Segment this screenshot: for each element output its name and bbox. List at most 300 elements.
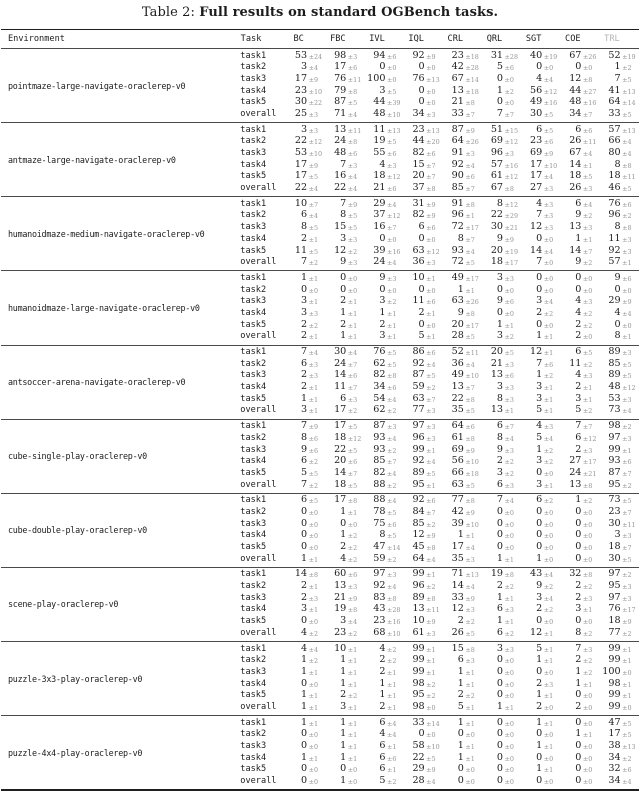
- score-stderr: ±0: [504, 75, 514, 84]
- score-stderr: ±0: [582, 532, 593, 541]
- score-value: 1: [496, 591, 504, 603]
- score-cell: [286, 456, 325, 466]
- score-cell: [325, 702, 364, 712]
- score-value: 87: [373, 420, 386, 432]
- score-stderr: ±4: [426, 360, 436, 369]
- score-stderr: ±2: [465, 618, 475, 627]
- score-cell: [443, 679, 482, 689]
- score-cell: [521, 729, 560, 739]
- score-value: 3: [575, 603, 582, 615]
- score-cell: [404, 655, 443, 665]
- score-cell: [286, 776, 325, 786]
- score-stderr: ±1: [426, 668, 436, 677]
- score-stderr: ±5: [622, 185, 632, 194]
- score-value: 82: [412, 147, 425, 158]
- score-cell: [365, 690, 404, 700]
- score-cell: [443, 359, 482, 369]
- table-row: [240, 382, 639, 394]
- score-stderr: ±2: [543, 458, 554, 467]
- score-stderr: ±3: [347, 235, 358, 244]
- score-stderr: ±0: [426, 99, 436, 108]
- environment-label: cube-double-play-oraclerep-v0: [8, 525, 147, 536]
- score-value: 66: [608, 135, 621, 147]
- score-cell: [404, 125, 443, 135]
- score-cell: [443, 421, 482, 431]
- score-cell: [443, 655, 482, 665]
- score-value: 13: [490, 369, 504, 381]
- score-stderr: ±0: [582, 274, 593, 283]
- score-value: 86: [412, 346, 425, 357]
- score-stderr: ±0: [543, 520, 554, 529]
- score-value: 5: [536, 404, 543, 416]
- score-stderr: ±0: [582, 618, 593, 627]
- score-value: 2: [575, 700, 582, 712]
- score-stderr: ±3: [504, 360, 514, 369]
- score-value: 3: [379, 84, 386, 96]
- score-value: 3: [536, 478, 543, 490]
- score-value: 15: [334, 221, 347, 233]
- score-stderr: ±7: [465, 185, 475, 194]
- score-cell: [443, 331, 482, 341]
- score-value: 49: [451, 271, 464, 283]
- score-cell: [325, 776, 364, 786]
- score-cell: [365, 507, 404, 517]
- score-stderr: ±11: [465, 349, 479, 357]
- score-cell: [286, 616, 325, 626]
- score-stderr: ±0: [582, 743, 593, 751]
- score-cell: [561, 616, 600, 626]
- score-value: 1: [536, 330, 543, 342]
- score-value: 2: [379, 318, 386, 330]
- score-stderr: ±3: [543, 185, 554, 194]
- score-cell: [325, 273, 364, 283]
- score-cell: [521, 581, 560, 591]
- score-value: 34: [412, 107, 425, 119]
- score-value: 1: [575, 232, 582, 244]
- score-stderr: ±7: [347, 360, 358, 369]
- score-value: 1: [536, 763, 543, 775]
- score-cell: [600, 382, 639, 392]
- score-stderr: ±3: [622, 247, 632, 256]
- score-value: 85: [608, 357, 621, 369]
- score-cell: [443, 405, 482, 415]
- score-value: 7: [340, 158, 347, 170]
- score-stderr: ±2: [426, 692, 436, 701]
- table-row: [240, 480, 639, 492]
- score-value: 0: [536, 728, 543, 740]
- group-rows: [240, 347, 639, 417]
- score-stderr: ±12: [504, 200, 519, 209]
- score-stderr: ±8: [308, 571, 319, 580]
- score-value: 12: [451, 603, 464, 615]
- score-cell: [365, 445, 404, 455]
- table-row: [240, 507, 639, 519]
- score-stderr: ±3: [504, 395, 514, 404]
- header-method-qrl: QRL: [486, 34, 503, 44]
- table-body: [1, 49, 639, 789]
- score-stderr: ±1: [308, 333, 319, 342]
- score-cell: [482, 125, 521, 135]
- score-value: 17: [451, 541, 464, 552]
- score-cell: [561, 62, 600, 72]
- score-value: 99: [608, 689, 621, 701]
- score-stderr: ±7: [308, 200, 319, 209]
- score-cell: [561, 97, 600, 107]
- score-stderr: ±6: [426, 349, 436, 357]
- score-value: 0: [379, 61, 386, 73]
- score-value: 52: [451, 346, 464, 357]
- score-stderr: ±5: [347, 224, 358, 233]
- score-value: 4: [614, 306, 621, 318]
- score-stderr: ±4: [426, 778, 436, 787]
- score-cell: [365, 370, 404, 380]
- score-value: 21: [490, 357, 504, 369]
- score-value: 97: [608, 431, 621, 443]
- score-value: 2: [496, 455, 504, 467]
- task-label: task3: [240, 444, 267, 455]
- score-cell: [404, 445, 443, 455]
- task-label: task4: [240, 604, 267, 615]
- score-value: 17: [334, 420, 347, 432]
- score-value: 57: [608, 256, 621, 268]
- score-value: 0: [496, 72, 504, 84]
- score-value: 96: [412, 580, 425, 592]
- score-value: 20: [490, 244, 504, 256]
- environment-label: humanoidmaze-medium-navigate-oraclerep-v0: [8, 228, 205, 239]
- score-cell: [404, 285, 443, 295]
- score-value: 89: [412, 591, 425, 603]
- score-cell: [561, 257, 600, 267]
- score-stderr: ±2: [543, 606, 554, 615]
- score-cell: [521, 593, 560, 603]
- task-label: task5: [240, 97, 267, 108]
- score-stderr: ±21: [582, 469, 597, 478]
- score-stderr: ±0: [543, 618, 554, 627]
- score-stderr: ±3: [504, 481, 514, 490]
- score-cell: [521, 160, 560, 170]
- score-cell: [521, 320, 560, 330]
- score-stderr: ±1: [622, 680, 632, 689]
- task-label: task5: [240, 171, 267, 182]
- score-value: 99: [412, 568, 425, 580]
- score-value: 7: [300, 346, 308, 357]
- score-cell: [600, 308, 639, 318]
- score-cell: [561, 667, 600, 677]
- score-value: 22: [294, 182, 308, 194]
- score-stderr: ±1: [543, 481, 554, 490]
- score-stderr: ±1: [622, 692, 632, 701]
- score-value: 8: [340, 209, 347, 221]
- environment-label: cube-single-play-oraclerep-v0: [8, 451, 147, 462]
- score-value: 23: [608, 505, 621, 517]
- score-cell: [404, 370, 443, 380]
- score-stderr: ±0: [543, 778, 554, 787]
- score-stderr: ±5: [622, 731, 632, 740]
- score-stderr: ±8: [426, 544, 436, 552]
- score-value: 62: [373, 404, 386, 416]
- score-stderr: ±0: [347, 520, 358, 529]
- score-stderr: ±1: [347, 657, 358, 666]
- score-stderr: ±3: [582, 298, 593, 307]
- score-cell: [365, 495, 404, 505]
- score-stderr: ±2: [582, 309, 593, 318]
- score-value: 45: [412, 541, 425, 552]
- score-stderr: ±0: [465, 731, 475, 740]
- score-stderr: ±1: [347, 645, 358, 654]
- score-cell: [286, 136, 325, 146]
- score-cell: [482, 507, 521, 517]
- score-cell: [365, 394, 404, 404]
- score-cell: [404, 433, 443, 443]
- score-stderr: ±6: [622, 200, 632, 209]
- score-cell: [404, 74, 443, 84]
- score-cell: [404, 308, 443, 318]
- score-value: 23: [412, 123, 425, 135]
- score-value: 18: [334, 431, 347, 443]
- score-cell: [482, 285, 521, 295]
- score-value: 1: [300, 665, 308, 677]
- score-cell: [561, 445, 600, 455]
- score-value: 17: [294, 72, 308, 84]
- task-label: task1: [240, 643, 267, 654]
- score-value: 3: [300, 306, 308, 318]
- score-cell: [404, 347, 443, 357]
- group-rows: [240, 569, 639, 639]
- header-method-sgt: SGT: [525, 34, 542, 44]
- score-cell: [600, 644, 639, 654]
- score-cell: [404, 296, 443, 306]
- score-stderr: ±1: [347, 321, 358, 330]
- score-value: 1: [379, 306, 386, 318]
- score-stderr: ±8: [582, 481, 593, 490]
- score-value: 0: [300, 677, 308, 689]
- score-cell: [443, 370, 482, 380]
- score-value: 0: [575, 541, 582, 552]
- score-cell: [521, 97, 560, 107]
- score-cell: [561, 729, 600, 739]
- score-stderr: ±2: [622, 212, 632, 221]
- score-cell: [325, 554, 364, 564]
- score-stderr: ±14: [465, 75, 479, 84]
- score-value: 8: [457, 232, 464, 244]
- score-cell: [286, 125, 325, 135]
- score-stderr: ±4: [622, 778, 632, 787]
- score-value: 0: [536, 283, 543, 295]
- score-cell: [404, 776, 443, 786]
- score-cell: [404, 530, 443, 540]
- score-cell: [365, 764, 404, 774]
- score-value: 38: [608, 740, 621, 751]
- score-cell: [561, 370, 600, 380]
- score-stderr: ±3: [504, 150, 514, 158]
- score-cell: [286, 421, 325, 431]
- score-stderr: ±0: [426, 87, 436, 96]
- score-value: 67: [569, 49, 582, 61]
- score-cell: [482, 296, 521, 306]
- score-cell: [404, 331, 443, 341]
- score-value: 6: [575, 346, 582, 357]
- score-stderr: ±2: [386, 446, 397, 455]
- score-cell: [521, 433, 560, 443]
- score-cell: [521, 753, 560, 763]
- score-cell: [443, 74, 482, 84]
- score-value: 18: [569, 170, 582, 182]
- score-stderr: ±0: [543, 544, 554, 552]
- score-stderr: ±3: [582, 446, 593, 455]
- score-cell: [404, 210, 443, 220]
- score-value: 0: [496, 306, 504, 318]
- score-stderr: ±8: [622, 224, 632, 233]
- score-value: 90: [451, 170, 464, 182]
- score-cell: [521, 667, 560, 677]
- score-cell: [600, 542, 639, 552]
- score-stderr: ±2: [543, 446, 554, 455]
- score-cell: [482, 468, 521, 478]
- score-stderr: ±2: [386, 298, 397, 307]
- score-cell: [521, 257, 560, 267]
- score-value: 0: [418, 61, 425, 73]
- score-cell: [521, 199, 560, 209]
- score-value: 0: [300, 517, 308, 529]
- score-stderr: ±2: [347, 544, 358, 552]
- score-stderr: ±17: [465, 321, 479, 330]
- score-value: 71: [334, 107, 347, 119]
- score-value: 99: [608, 443, 621, 455]
- score-cell: [286, 530, 325, 540]
- score-value: 10: [294, 197, 308, 209]
- score-cell: [365, 456, 404, 466]
- score-cell: [325, 199, 364, 209]
- score-cell: [365, 347, 404, 357]
- score-stderr: ±4: [465, 583, 475, 592]
- score-cell: [561, 468, 600, 478]
- table-row: [240, 74, 639, 86]
- score-stderr: ±11: [426, 606, 440, 615]
- score-value: 3: [300, 61, 308, 73]
- group-rows: [240, 421, 639, 491]
- score-value: 4: [300, 642, 308, 654]
- score-stderr: ±3: [582, 645, 593, 654]
- score-stderr: ±6: [622, 766, 632, 775]
- score-value: 32: [569, 568, 582, 580]
- score-cell: [521, 136, 560, 146]
- score-value: 99: [412, 654, 425, 666]
- score-stderr: ±1: [543, 719, 554, 728]
- score-value: 0: [418, 728, 425, 740]
- score-cell: [521, 394, 560, 404]
- score-value: 0: [300, 615, 308, 627]
- table-row: [240, 433, 639, 445]
- score-stderr: ±9: [426, 212, 436, 221]
- score-value: 15: [412, 158, 425, 170]
- score-stderr: ±4: [308, 185, 319, 194]
- task-label: task4: [240, 382, 267, 393]
- score-cell: [600, 445, 639, 455]
- score-stderr: ±3: [622, 532, 632, 541]
- score-value: 22: [412, 751, 425, 763]
- score-stderr: ±2: [582, 360, 593, 369]
- score-cell: [404, 702, 443, 712]
- score-stderr: ±0: [504, 754, 514, 763]
- score-value: 14: [569, 158, 582, 170]
- score-value: 8: [496, 431, 504, 443]
- score-stderr: ±3: [465, 657, 475, 666]
- score-value: 2: [575, 330, 582, 342]
- score-stderr: ±3: [308, 110, 319, 119]
- score-value: 0: [536, 517, 543, 529]
- score-value: 12: [334, 244, 347, 256]
- score-value: 87: [451, 123, 464, 135]
- task-label: task4: [240, 233, 267, 244]
- score-stderr: ±1: [347, 508, 358, 517]
- score-cell: [325, 347, 364, 357]
- score-value: 18: [608, 541, 621, 552]
- table-row: [240, 702, 639, 714]
- score-stderr: ±1: [504, 555, 514, 564]
- score-stderr: ±4: [543, 298, 554, 307]
- score-cell: [443, 234, 482, 244]
- score-cell: [325, 741, 364, 751]
- score-cell: [325, 480, 364, 490]
- task-label: task2: [240, 581, 267, 592]
- score-cell: [521, 456, 560, 466]
- score-value: 29: [373, 197, 386, 209]
- score-cell: [404, 718, 443, 728]
- score-value: 64: [451, 135, 464, 147]
- score-stderr: ±11: [622, 173, 636, 182]
- score-value: 67: [569, 147, 582, 158]
- score-cell: [325, 655, 364, 665]
- score-cell: [404, 616, 443, 626]
- score-value: 92: [412, 357, 425, 369]
- score-cell: [521, 604, 560, 614]
- score-value: 95: [608, 580, 621, 592]
- score-stderr: ±8: [426, 594, 436, 603]
- score-value: 0: [536, 505, 543, 517]
- task-label: overall: [240, 627, 277, 638]
- score-cell: [286, 764, 325, 774]
- score-value: 4: [379, 158, 386, 170]
- table-row: [240, 148, 639, 160]
- score-stderr: ±13: [622, 87, 636, 96]
- score-value: 97: [608, 591, 621, 603]
- score-cell: [325, 285, 364, 295]
- score-value: 21: [334, 591, 347, 603]
- score-cell: [404, 628, 443, 638]
- score-stderr: ±5: [347, 423, 358, 432]
- score-cell: [600, 655, 639, 665]
- score-stderr: ±0: [543, 508, 554, 517]
- score-stderr: ±1: [386, 321, 397, 330]
- score-cell: [404, 729, 443, 739]
- score-value: 36: [451, 357, 464, 369]
- caption-bold-text: Full results on standard OGBench tasks.: [199, 5, 499, 20]
- task-label: task2: [240, 506, 267, 517]
- score-value: 8: [614, 330, 621, 342]
- score-cell: [286, 148, 325, 158]
- score-cell: [600, 593, 639, 603]
- group-rows: [240, 495, 639, 565]
- score-stderr: ±9: [308, 161, 319, 170]
- score-value: 93: [451, 244, 464, 256]
- score-value: 44: [373, 96, 386, 108]
- score-cell: [443, 199, 482, 209]
- score-cell: [600, 359, 639, 369]
- score-stderr: ±7: [622, 469, 632, 478]
- score-value: 14: [451, 580, 464, 592]
- score-stderr: ±1: [308, 606, 319, 615]
- score-cell: [286, 285, 325, 295]
